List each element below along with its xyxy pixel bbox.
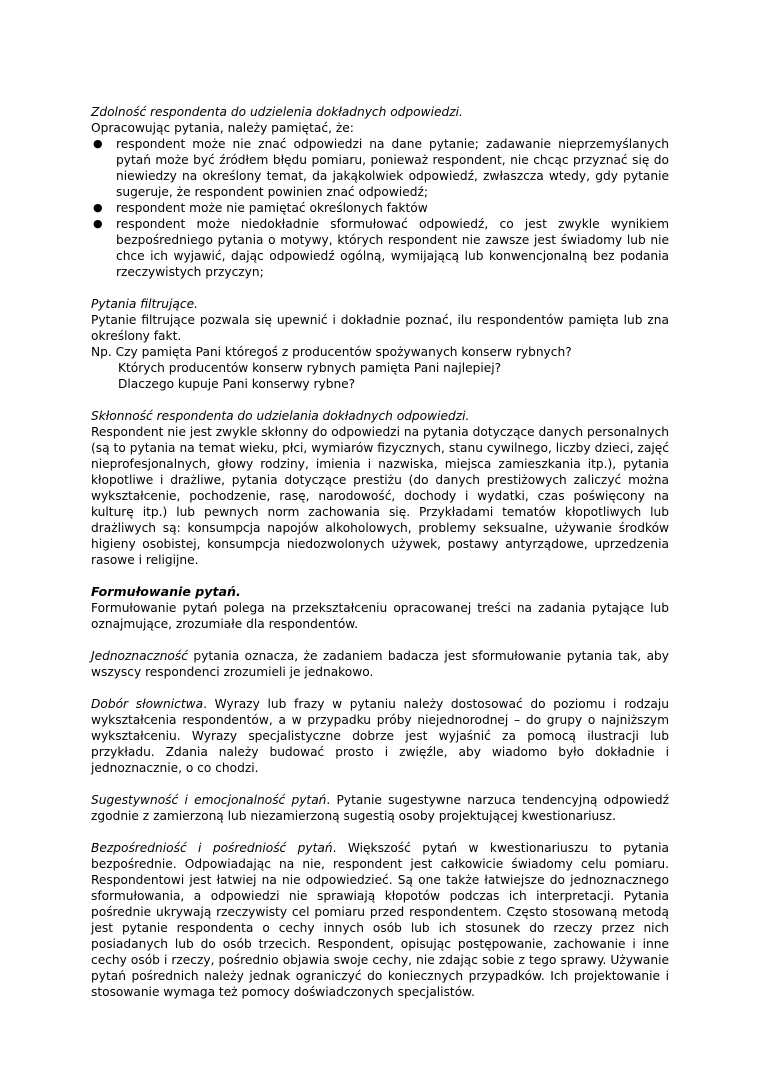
section-body-willingness: Respondent nie jest zwykle skłonny do odpowiedzi na pytania dotyczące danych personalnych (są to pytania na temat wieku, płci, wymiarów fizycznych, stanu cywilnego, liczby dzieci, zajęć nieprofesjonalnych, głowy rodziny, imienia i nazwiska, miejsca zamieszkania itp.), pytania kłopotliwe i drażliwe, pytania dotyczące prestiżu (do danych prestiżowych zaliczyć można wykształcenie, pochodzenie, rasę, narodowość, dochody i wydatki, czas poświęcony na kulturę itp.) lub pewnych norm zachowania się. Przykładami tematów kłopotliwych lub drażliwych są: konsumpcja napojów alkoholowych, problemy seksualne, używanie środków higieny osobistej, konsumpcja niedozwolonych używek, postawy antyrządowe, uprzedzenia rasowe i religijne. <box>91 425 669 567</box>
text-suggestiveness: . Pytanie sugestywne narzuca tendencyjną odpowiedź zgodnie z zamierzoną lub niezamierzoną sugestią osoby projektującej kwestionariusz. <box>91 793 669 823</box>
section-body-filter: Pytanie filtrujące pozwala się upewnić i dokładnie poznać, ilu respondentów pamięta lub zna określony fakt. <box>91 313 669 343</box>
list-item <box>91 200 669 216</box>
list-item-text: respondent może nie znać odpowiedzi na dane pytanie; zadawanie nieprzemyślanych pytań może być źródłem błędu pomiaru, ponieważ respondent, nie chcąc przyznać się do niewiedzy na określony temat, da jakąkolwiek odpowiedź, zwłaszcza wtedy, gdy pytanie sugeruje, że respondent powinien znać odpowiedź; <box>116 137 669 199</box>
bullet-icon: ● <box>93 137 103 150</box>
section-heading-formulation: Formułowanie pytań. <box>91 584 241 599</box>
example-line-1: Np. Czy pamięta Pani któregoś z producentów spożywanych konserw rybnych? <box>91 345 572 359</box>
list-item-text: respondent może nie pamiętać określonych faktów <box>116 201 428 215</box>
bullet-list <box>91 136 669 280</box>
text-directness: . Większość pytań w kwestionariuszu to pytania bezpośrednie. Odpowiadając na nie, respondent jest całkowicie świadomy celu pomiaru. Respondentowi jest łatwiej na nie odpowiedzieć. Są one także łatwiejsze do jednoznacznego sformułowania, a odpowiedzi nie sprawiają kłopotów podczas ich interpretacji. Pytania pośrednie ukrywają rzeczywisty cel pomiaru przed respondentem. Często stosowaną metodą jest pytanie respondenta o cechy innych osób lub ich stosunek do rzeczy przez nich posiadanych lub do osób trzecich. Respondent, opisując postępowanie, zachowanie i inne cechy osób i rzeczy, pośrednio objawia swoje cechy, nie zdając sobie z tego sprawy. Używanie pytań pośrednich należy jednak ograniczyć do koniecznych przypadków. Ich projektowanie i stosowanie wymaga też pomocy doświadczonych specjalistów. <box>91 841 669 999</box>
term-directness: Bezpośredniość i pośredniość pytań <box>91 841 333 855</box>
section-title-ability: Zdolność respondenta do udzielenia dokładnych odpowiedzi. <box>91 105 463 119</box>
paragraph-vocabulary <box>91 696 669 776</box>
paragraph-directness <box>91 840 669 1000</box>
text-unambiguity: pytania oznacza, że zadaniem badacza jest sformułowanie pytania tak, aby wszyscy respondenci zrozumieli je jednakowo. <box>91 649 669 679</box>
section-title-filter: Pytania filtrujące. <box>91 297 198 311</box>
list-item-text: respondent może niedokładnie sformułować odpowiedź, co jest zwykle wynikiem bezpośredniego pytania o motywy, których respondent nie zawsze jest świadomy lub nie chce ich wyjawić, dając odpowiedź ogólną, wymijającą lub konwencjonalną bez podania rzeczywistych przyczyn; <box>116 217 669 279</box>
term-vocabulary: Dobór słownictwa <box>91 697 204 711</box>
section-intro-ability: Opracowując pytania, należy pamiętać, że: <box>91 121 354 135</box>
text-vocabulary: . Wyrazy lub frazy w pytaniu należy dostosować do poziomu i rodzaju wykształcenia respondentów, a w przypadku próby niejednorodnej – do grupy o najniższym wykształceniu. Wyrazy specjalistyczne dobrze jest wyjaśnić za pomocą ilustracji lub przykładu. Zdania należy budować prosto i zwięźle, aby wiadomo było dokładnie i jednoznacznie, o co chodzi. <box>91 697 670 775</box>
example-line-3: Dlaczego kupuje Pani konserwy rybne? <box>118 377 356 391</box>
list-item <box>91 216 669 280</box>
paragraph-unambiguity <box>91 648 669 680</box>
list-item <box>91 136 669 200</box>
bullet-icon: ● <box>93 201 103 214</box>
example-line-2: Których producentów konserw rybnych pamięta Pani najlepiej? <box>118 361 502 375</box>
term-unambiguity: Jednoznaczność <box>91 649 188 663</box>
term-suggestiveness: Sugestywność i emocjonalność pytań <box>91 793 327 807</box>
section-body-formulation: Formułowanie pytań polega na przekształceniu opracowanej treści na zadania pytające lub oznajmujące, zrozumiałe dla respondentów. <box>91 601 669 631</box>
paragraph-suggestiveness <box>91 792 669 824</box>
section-title-willingness: Skłonność respondenta do udzielania dokładnych odpowiedzi. <box>91 409 470 423</box>
bullet-icon: ● <box>93 217 103 230</box>
document-page <box>91 104 669 1000</box>
